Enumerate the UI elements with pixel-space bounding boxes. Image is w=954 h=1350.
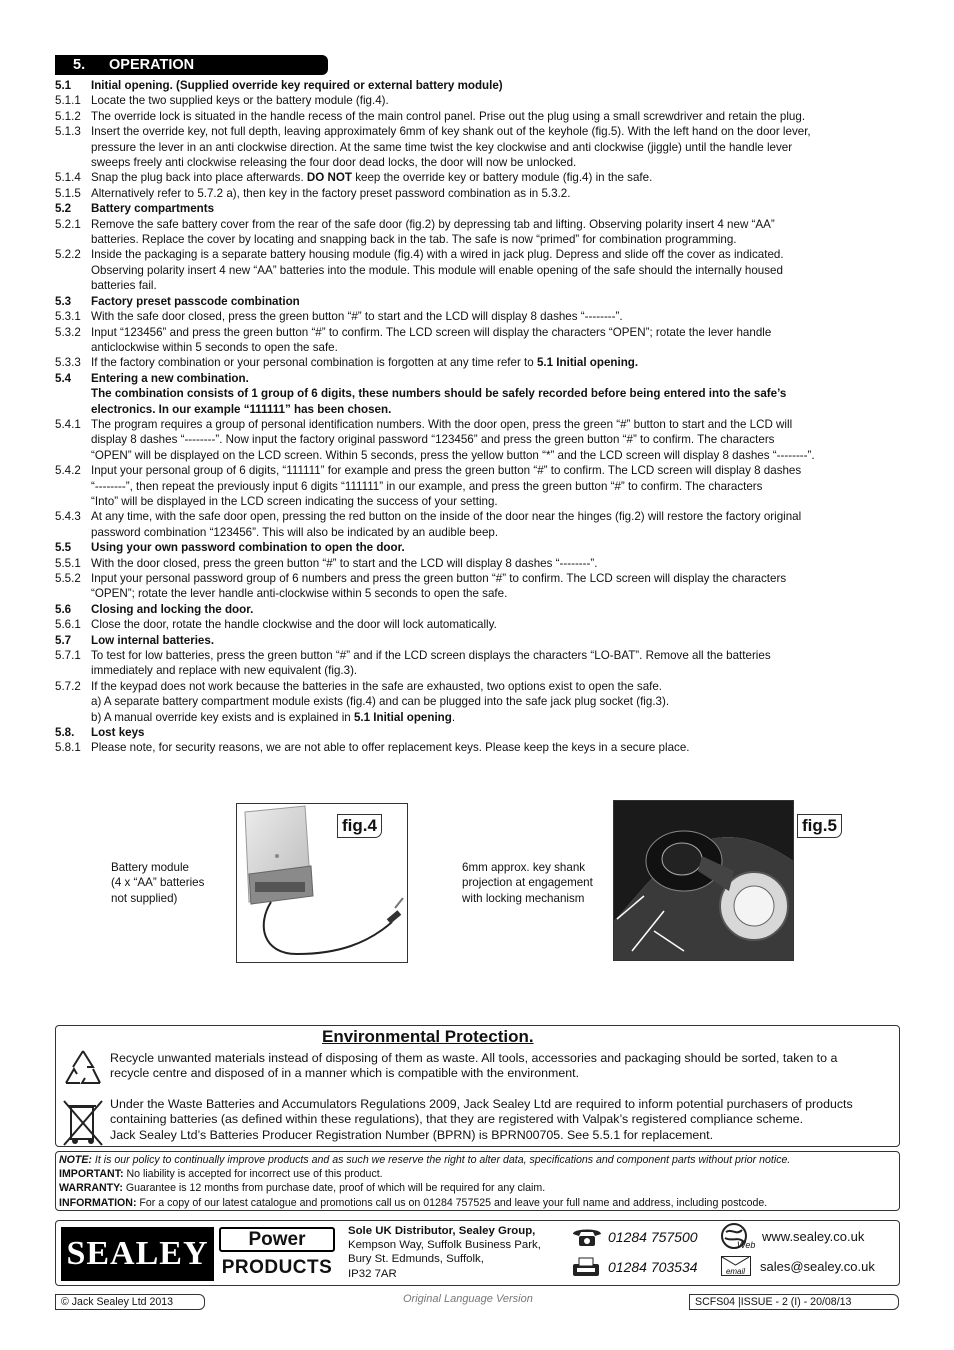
instruction-line: Input “123456” and press the green button “#” to confirm. The LCD screen will display the characters “OPEN”; rotate the lever handle (91, 325, 772, 339)
text-span: b) A manual override key exists and is explained in (91, 710, 354, 724)
instruction-line: electronics. In our example “111111” has been chosen. (91, 402, 392, 416)
instruction-number: 5.7.1 (55, 649, 81, 663)
instruction-text (91, 371, 905, 417)
fig5-caption (462, 860, 593, 906)
instruction-item (55, 186, 905, 201)
instruction-item (55, 463, 905, 509)
note-value: It is our policy to continually improve products and as such we reserve the right to alter data, specifications and component parts without prior notice. (91, 1154, 791, 1166)
instruction-number: 5.7.2 (55, 679, 81, 693)
env-line: containing batteries (as defined within these regulations), that they are registered with Valpak’s registered compliance scheme. (110, 1112, 804, 1127)
instruction-line: batteries. Replace the cover by locating and snapping back in the tab. The safe is now “primed” for combination programming. (91, 233, 737, 247)
instruction-number: 5.5.1 (55, 556, 81, 570)
instruction-line: Initial opening. (Supplied override key required or external battery module) (91, 79, 503, 92)
notes-box (55, 1151, 900, 1211)
instruction-item (55, 309, 905, 324)
instruction-line: Please note, for security reasons, we are not able to offer replacement keys. Please keep the keys in a secure place. (91, 741, 690, 755)
instruction-line: Input your personal password group of 6 numbers and press the green button “#” to confirm. The LCD screen will display the characters (91, 572, 787, 585)
bold-text: DO NOT (306, 171, 352, 185)
issue-info: SCFS04 |ISSUE - 2 (I) - 20/08/13 (689, 1294, 899, 1310)
fig4-caption (111, 860, 204, 906)
instruction-number: 5.2.2 (55, 248, 81, 262)
instruction-number: 5.1.5 (55, 186, 81, 200)
address-line: IP32 7AR (348, 1267, 397, 1280)
instruction-line: The combination consists of 1 group of 6 digits, these numbers should be safely recorded before being entered into the safe’s (91, 387, 787, 401)
note-key: WARRANTY: (59, 1182, 123, 1195)
crossed-bin-icon (62, 1097, 104, 1152)
distributor-address (348, 1224, 541, 1281)
instruction-line: Lost keys (91, 726, 145, 740)
instruction-item (55, 648, 905, 679)
instruction-text (91, 740, 905, 755)
instruction-line: Remove the safe battery cover from the rear of the safe door (fig.2) by depressing tab and lifting. Observing polarity insert 4 new “AA” (91, 217, 775, 231)
instruction-number (55, 710, 91, 725)
instruction-text (91, 540, 905, 555)
instruction-line: With the safe door closed, press the green button “#” to start and the LCD will display 8 dashes “--------”. (91, 310, 623, 324)
instruction-line: Inside the packaging is a separate battery housing module (fig.4) with a wired in jack plug. Depress and slide off the cover as indicated. (91, 248, 784, 262)
instruction-item (55, 509, 905, 540)
instruction-line: Factory preset passcode combination (91, 294, 300, 308)
instruction-item (55, 617, 905, 632)
sealey-logo: SEALEY (61, 1227, 214, 1281)
instruction-line: If the keypad does not work because the batteries in the safe are exhausted, two options exist to open the safe. (91, 679, 663, 693)
email-icon-label: email (725, 1267, 746, 1276)
instruction-item (55, 355, 905, 370)
instruction-number: 5.3.3 (55, 356, 81, 370)
instruction-line: anticlockwise within 5 seconds to open the safe. (91, 340, 338, 354)
instruction-number: 5.2 (55, 202, 72, 216)
instruction-text (91, 509, 905, 540)
instruction-line: “OPEN”; rotate the lever handle anti-clockwise within 5 seconds to open the safe. (91, 587, 508, 601)
phone-icon (571, 1226, 603, 1253)
instruction-text (91, 170, 905, 185)
instruction-line: Locate the two supplied keys or the battery module (fig.4). (91, 94, 389, 108)
instruction-number: 5.1.3 (55, 125, 81, 139)
instruction-number: 5.4.2 (55, 464, 81, 478)
instruction-text (91, 710, 905, 725)
instruction-line: batteries fail. (91, 279, 157, 293)
instruction-text (91, 679, 905, 710)
note-value: No liability is accepted for incorrect use of this product. (123, 1168, 383, 1181)
instruction-line: Insert the override key, not full depth, leaving approximately 6mm of key shank out of the keyhole (fig.5). With the left hand on the door lever, (91, 125, 811, 139)
instruction-text (91, 124, 905, 170)
instruction-line: display 8 dashes “--------”. Now input the factory original password “123456” and press the green button “#” to confirm. The characters (91, 433, 775, 447)
instruction-line: “Into” will be displayed in the LCD screen indicating the success of your setting. (91, 494, 498, 508)
text-span: If the factory combination or your personal combination is forgotten at any time refer to (91, 356, 537, 370)
instruction-item (55, 556, 905, 571)
env-line: recycle centre and disposed of in a manner which is compatible with the environment. (110, 1066, 580, 1081)
instruction-item (55, 602, 905, 617)
instruction-line: Input your personal group of 6 digits, “111111” for example and press the green button “#” to confirm. The LCD screen will display 8 dashes (91, 464, 802, 478)
recycle-icon (60, 1047, 106, 1098)
fig5-caption-line: projection at engagement (462, 876, 593, 890)
instruction-line: a) A separate battery compartment module exists (fig.4) and can be plugged into the safe jack plug socket (fig.3). (91, 695, 670, 709)
instruction-line: At any time, with the safe door open, pressing the red button on the inside of the door near the hinges (fig.2) will restore the factory original (91, 510, 802, 524)
email-icon (721, 1256, 751, 1276)
instruction-text (91, 725, 905, 740)
instruction-item (55, 725, 905, 740)
instruction-item (55, 633, 905, 648)
instruction-text (91, 648, 905, 679)
environment-battery-text (110, 1097, 853, 1143)
text-span: . (451, 710, 456, 724)
instruction-text (91, 93, 905, 108)
instruction-text (91, 201, 905, 216)
power-logo: Power (219, 1227, 335, 1252)
instruction-line: pressure the lever in an anti clockwise direction. At the same time twist the key clockwise and anti clockwise (jiggle) until the handle lever (91, 140, 793, 154)
address-line: Bury St. Edmunds, Suffolk, (348, 1253, 484, 1266)
instruction-number: 5.3 (55, 294, 72, 308)
fig5-caption-line: with locking mechanism (462, 891, 585, 905)
instruction-number: 5.3.1 (55, 310, 81, 324)
environment-recycle-text (110, 1051, 837, 1082)
instruction-number: 5.2.1 (55, 217, 81, 231)
note-key: IMPORTANT: (59, 1168, 124, 1181)
instruction-text (91, 417, 905, 463)
instruction-text (91, 463, 905, 509)
address-line: Kempson Way, Suffolk Business Park, (348, 1239, 541, 1252)
instruction-line: The override lock is situated in the handle recess of the main control panel. Prise out the plug using a small screwdriver and retain the plug. (91, 109, 806, 123)
note-line (59, 1181, 896, 1195)
instruction-number: 5.4.3 (55, 510, 81, 524)
distributor-title: Sole UK Distributor, Sealey Group, (348, 1225, 536, 1237)
note-line (59, 1167, 896, 1181)
instruction-text (91, 294, 905, 309)
website-link[interactable]: www.sealey.co.uk (762, 1229, 865, 1244)
operation-instructions (55, 78, 905, 756)
instruction-number: 5.8. (55, 726, 75, 740)
instruction-item (55, 740, 905, 755)
fig5-label: fig.5 (797, 814, 842, 838)
products-logo: PRODUCTS (221, 1257, 333, 1278)
instruction-number: 5.6 (55, 602, 72, 616)
instruction-text (91, 556, 905, 571)
instruction-item (55, 124, 905, 170)
instruction-item (55, 710, 905, 725)
instruction-line: “OPEN” will be displayed on the LCD screen. Within 5 seconds, press the yellow button “*” and the LCD screen will display 8 dashes “--------”. (91, 448, 815, 462)
instruction-line: immediately and replace with new equivalent (fig.3). (91, 664, 358, 678)
instruction-line: Low internal batteries. (91, 633, 215, 647)
instruction-text (91, 309, 905, 324)
note-line (59, 1153, 896, 1167)
instruction-line: Battery compartments (91, 202, 215, 216)
instruction-number: 5.3.2 (55, 325, 81, 339)
instruction-item (55, 201, 905, 216)
instruction-line: “--------”, then repeat the previously input 6 digits “111111” in our example, and press the green button “#” to confirm. The characters (91, 479, 763, 493)
note-key: INFORMATION: (59, 1196, 137, 1209)
instruction-line: Closing and locking the door. (91, 602, 254, 616)
bold-text: 5.1 Initial opening. (536, 356, 639, 370)
instruction-item (55, 571, 905, 602)
note-line (59, 1196, 896, 1210)
bold-text: 5.1 Initial opening (353, 710, 452, 724)
instruction-number: 5.1.1 (55, 94, 81, 108)
instruction-item (55, 294, 905, 309)
instruction-text (91, 186, 905, 201)
instruction-item (55, 170, 905, 185)
instruction-text (91, 217, 905, 248)
fig5-caption-line: 6mm approx. key shank (462, 861, 586, 874)
copyright: © Jack Sealey Ltd 2013 (55, 1294, 205, 1310)
instruction-item (55, 540, 905, 555)
instruction-item (55, 371, 905, 417)
section-title: OPERATION (109, 57, 195, 73)
instruction-line: Entering a new combination. (91, 371, 249, 385)
env-line: Under the Waste Batteries and Accumulators Regulations 2009, Jack Sealey Ltd are required to inform potential purchasers of products (110, 1097, 853, 1111)
instruction-line: Close the door, rotate the handle clockwise and the door will lock automatically. (91, 618, 497, 632)
instruction-item (55, 679, 905, 710)
email-link[interactable]: sales@sealey.co.uk (760, 1259, 875, 1274)
text-span: keep the override key or battery module (fig.4) in the safe. (352, 171, 653, 185)
fax-number: 01284 703534 (608, 1259, 698, 1275)
instruction-text (91, 109, 905, 124)
instruction-item (55, 78, 905, 93)
fig5-image (613, 800, 794, 961)
instruction-item (55, 325, 905, 356)
instruction-line: With the door closed, press the green button “#” to start and the LCD will display 8 dashes “--------”. (91, 556, 598, 570)
fig4-label: fig.4 (337, 814, 382, 838)
note-value: For a copy of our latest catalogue and promotions call us on 01284 757525 and leave your full name and address, including postcode. (136, 1196, 768, 1209)
fig4-image (236, 803, 408, 963)
section-number: 5. (73, 57, 86, 73)
instruction-item (55, 109, 905, 124)
instruction-text (91, 602, 905, 617)
instruction-number: 5.4.1 (55, 417, 81, 431)
fig4-caption-line: (4 x “AA” batteries (111, 876, 205, 890)
fax-icon (571, 1256, 601, 1283)
instruction-number: 5.4 (55, 371, 72, 385)
note-key: NOTE: (59, 1154, 92, 1166)
instruction-number: 5.5.2 (55, 572, 81, 585)
section-header (55, 55, 328, 75)
instruction-text (91, 78, 905, 93)
instruction-item (55, 93, 905, 108)
instruction-line: password combination “123456”. This will also be indicated by an audible beep. (91, 525, 499, 539)
instruction-text (91, 633, 905, 648)
instruction-item (55, 217, 905, 248)
instruction-text (91, 325, 905, 356)
instruction-number: 5.1.2 (55, 109, 81, 123)
instruction-line: The program requires a group of personal identification numbers. With the door open, press the green “#” button to start and the LCD will (91, 417, 793, 431)
original-language: Original Language Version (403, 1293, 533, 1305)
instruction-text (91, 247, 905, 293)
fig4-caption-line: not supplied) (111, 891, 178, 905)
instruction-number: 5.6.1 (55, 618, 81, 632)
instruction-line: To test for low batteries, press the green button “#” and if the LCD screen displays the characters “LO-BAT”. Remove all the batteries (91, 649, 771, 663)
instruction-number: 5.8.1 (55, 741, 81, 755)
instruction-text (91, 617, 905, 632)
environment-title: Environmental Protection. (322, 1027, 534, 1046)
override-key-illustration (614, 801, 793, 960)
instruction-item (55, 417, 905, 463)
note-value: Guarantee is 12 months from purchase date, proof of which will be required for any claim. (122, 1182, 546, 1195)
instruction-item (55, 247, 905, 293)
web-icon-label: Web (737, 1240, 756, 1250)
text-span: Snap the plug back into place afterwards. (91, 171, 307, 185)
instruction-number: 5.1.4 (55, 171, 81, 185)
env-line: Recycle unwanted materials instead of disposing of them as waste. All tools, accessories and packaging should be sorted, taken to a (110, 1051, 838, 1065)
instruction-text (91, 571, 905, 602)
instruction-number: 5.1 (55, 79, 72, 92)
env-line: Jack Sealey Ltd’s Batteries Producer Registration Number (BPRN) is BPRN00705. See 5.5.1 for replacement. (110, 1127, 714, 1142)
fig4-caption-line: Battery module (111, 861, 189, 874)
instruction-line: sweeps freely anti clockwise releasing the four door dead locks, the door will now be unlocked. (91, 156, 577, 170)
instruction-line: Using your own password combination to open the door. (91, 541, 405, 555)
instruction-line: Observing polarity insert 4 new “AA” batteries into the module. This module will enable opening of the safe should the internally housed (91, 263, 783, 277)
phone-number: 01284 757500 (608, 1229, 698, 1245)
instruction-number: 5.7 (55, 633, 72, 647)
instruction-line: Alternatively refer to 5.7.2 a), then key in the factory preset password combination as in 5.3.2. (91, 186, 571, 200)
instruction-text (91, 355, 905, 370)
instruction-number: 5.5 (55, 541, 72, 555)
